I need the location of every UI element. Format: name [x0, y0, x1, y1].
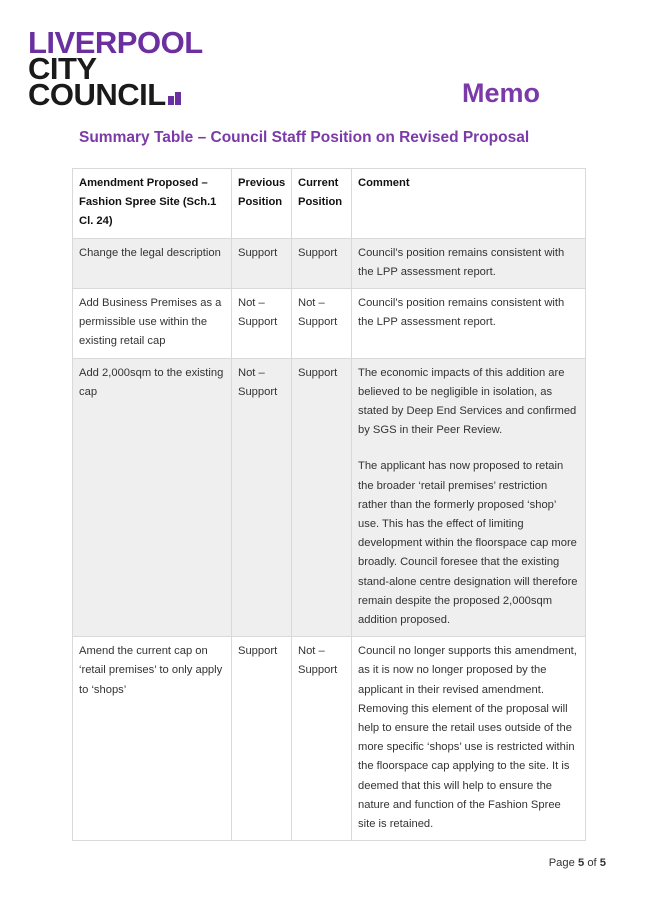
header-current-position: Current Position	[292, 169, 352, 239]
current-position-cell: Not – Support	[292, 637, 352, 841]
section-title: Summary Table – Council Staff Position on Revised Proposal	[79, 129, 530, 146]
amendment-cell: Add 2,000sqm to the existing cap	[73, 358, 232, 637]
comment-cell	[352, 238, 586, 288]
page-total: 5	[599, 857, 606, 869]
table-row	[73, 289, 586, 359]
previous-position-cell: Not – Support	[232, 289, 292, 359]
logo-line-3-text: COUNCIL	[28, 77, 166, 112]
comment-cell	[352, 289, 586, 359]
previous-position-cell: Support	[232, 637, 292, 841]
table-row	[73, 637, 586, 841]
page-number	[549, 857, 606, 869]
page-current: 5	[577, 857, 585, 869]
amendment-cell: Add Business Premises as a permissible use within the existing retail cap	[73, 289, 232, 359]
comment-paragraph: The applicant has now proposed to retain the broader ‘retail premises’ restriction rather than the formerly proposed ‘shop’ use. This has the effect of limiting development within the floorspace cap more broadly. Council foresee that the existing stand-alone centre designation will therefore remain despite the proposed 2,000sqm addition proposed.	[358, 460, 578, 627]
amendment-cell: Change the legal description	[73, 238, 232, 288]
previous-position-cell: Support	[232, 238, 292, 288]
logo-line-3	[28, 77, 218, 112]
page-label: Page	[548, 857, 575, 869]
comment-paragraph: Council no longer supports this amendment, as it is now no longer proposed by the applicant in their revised amendment. Removing this element of the proposal will help to ensure the retail uses outside of the more specific ‘shops’ use is restricted within the floorspace cap applying to the site. It is deemed that this will help to ensure the nature and function of the Fashion Spree site is retained.	[358, 645, 577, 831]
current-position-cell: Not – Support	[292, 289, 352, 359]
table-header-row	[73, 169, 586, 239]
header-amendment: Amendment Proposed – Fashion Spree Site (Sch.1 Cl. 24)	[73, 169, 232, 239]
comment-cell	[352, 358, 586, 637]
current-position-cell: Support	[292, 238, 352, 288]
logo-line-2: CITY	[28, 51, 97, 86]
comment-paragraph: Council’s position remains consistent with the LPP assessment report.	[358, 297, 565, 329]
table-row	[73, 358, 586, 637]
current-position-cell: Support	[292, 358, 352, 637]
liverpool-city-council-logo	[28, 25, 218, 112]
table-row	[73, 238, 586, 288]
header-previous-position: Previous Position	[232, 169, 292, 239]
memo-title: Memo	[461, 78, 540, 108]
comment-cell	[352, 637, 586, 841]
page-of: of	[587, 857, 597, 869]
comment-paragraph: The economic impacts of this addition are believed to be negligible in isolation, as stated by Deep End Services and confirmed by SGS in their Peer Review.	[358, 366, 577, 437]
previous-position-cell: Not – Support	[232, 358, 292, 637]
header-comment: Comment	[352, 169, 586, 239]
amendment-cell: Amend the current cap on ‘retail premises’ to only apply to ‘shops’	[73, 637, 232, 841]
logo-mark-icon	[168, 92, 181, 105]
summary-table	[72, 168, 586, 841]
comment-paragraph: Council’s position remains consistent with the LPP assessment report.	[358, 246, 565, 278]
logo-line-1: LIVERPOOL	[28, 25, 203, 60]
